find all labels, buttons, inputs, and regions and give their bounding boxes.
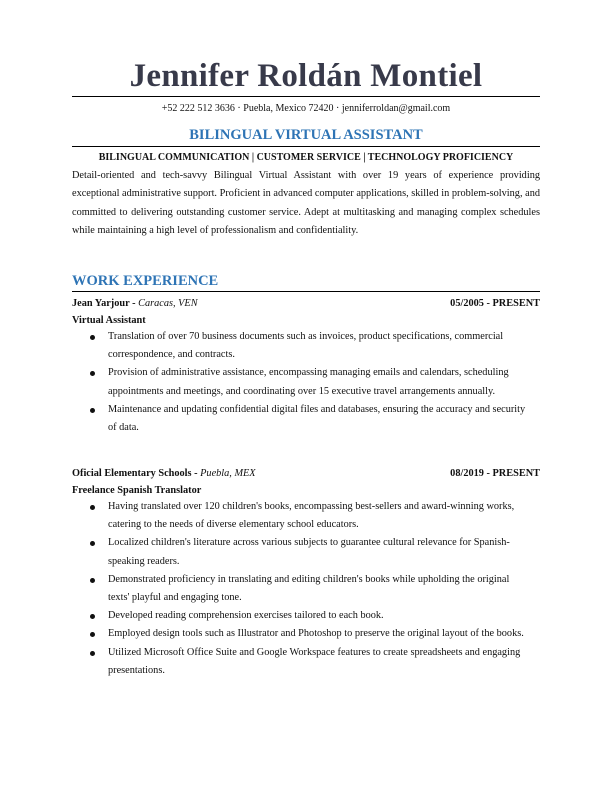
job-dates: 05/2005 - PRESENT (450, 298, 540, 309)
list-item: Translation of over 70 business documents such as invoices, product specifications, commercial correspondence, and contracts. (108, 328, 540, 364)
list-item: Developed reading comprehension exercises tailored to each book. (108, 607, 540, 625)
section-heading-work: WORK EXPERIENCE (72, 273, 219, 289)
company: Oficial Elementary Schools (72, 468, 192, 479)
list-item: Provision of administrative assistance, encompassing managing emails and calendars, scheduling appointments and meetings, and coordinating over 15 executive travel arrangements annually. (108, 364, 540, 400)
job-bullets (72, 328, 540, 437)
list-item: Utilized Microsoft Office Suite and Google Workspace features to create spreadsheets and engaging presentations. (108, 644, 540, 680)
job-role: Virtual Assistant (72, 315, 146, 326)
divider (72, 96, 540, 97)
company: Jean Yarjour (72, 298, 130, 309)
summary: Detail-oriented and tech-savvy Bilingual Virtual Assistant with over 19 years of experience providing exceptional administrative support. Proficient in advanced computer applications, skilled in problem-solving, and committed to delivering outstanding customer service. Adept at multitasking and managing complex schedules while maintaining a high level of professionalism and confidentiality. (72, 170, 540, 237)
divider (72, 291, 540, 292)
job-location: Caracas, VEN (138, 298, 198, 309)
job-header: Jean Yarjour - Caracas, VEN 05/2005 - PRESENT (72, 298, 540, 309)
list-item: Maintenance and updating confidential digital files and databases, ensuring the accuracy and security of data. (108, 401, 540, 437)
job-role: Freelance Spanish Translator (72, 485, 202, 496)
job-header: Oficial Elementary Schools - Puebla, MEX 08/2019 - PRESENT (72, 468, 540, 479)
job-bullets (72, 498, 540, 680)
job-entry (72, 467, 540, 680)
list-item: Demonstrated proficiency in translating and editing children's books while upholding the original texts' playful and engaging tone. (108, 571, 540, 607)
job-entry (72, 297, 540, 437)
list-item: Employed design tools such as Illustrator and Photoshop to preserve the original layout of the books. (108, 625, 540, 643)
job-location: Puebla, MEX (200, 468, 256, 479)
skills-line: BILINGUAL COMMUNICATION | CUSTOMER SERVICE | TECHNOLOGY PROFICIENCY (98, 152, 514, 163)
contact-line: +52 222 512 3636 · Puebla, Mexico 72420 · jenniferroldan@gmail.com (161, 103, 451, 114)
list-item: Localized children's literature across various subjects to guarantee cultural relevance for Spanish-speaking readers. (108, 534, 540, 570)
divider (72, 146, 540, 147)
headline-title: BILINGUAL VIRTUAL ASSISTANT (189, 127, 423, 143)
job-dates: 08/2019 - PRESENT (450, 468, 540, 479)
candidate-name: Jennifer Roldán Montiel (129, 58, 483, 94)
list-item: Having translated over 120 children's books, encompassing best-sellers and award-winning works, catering to the needs of diverse elementary school educators. (108, 498, 540, 534)
